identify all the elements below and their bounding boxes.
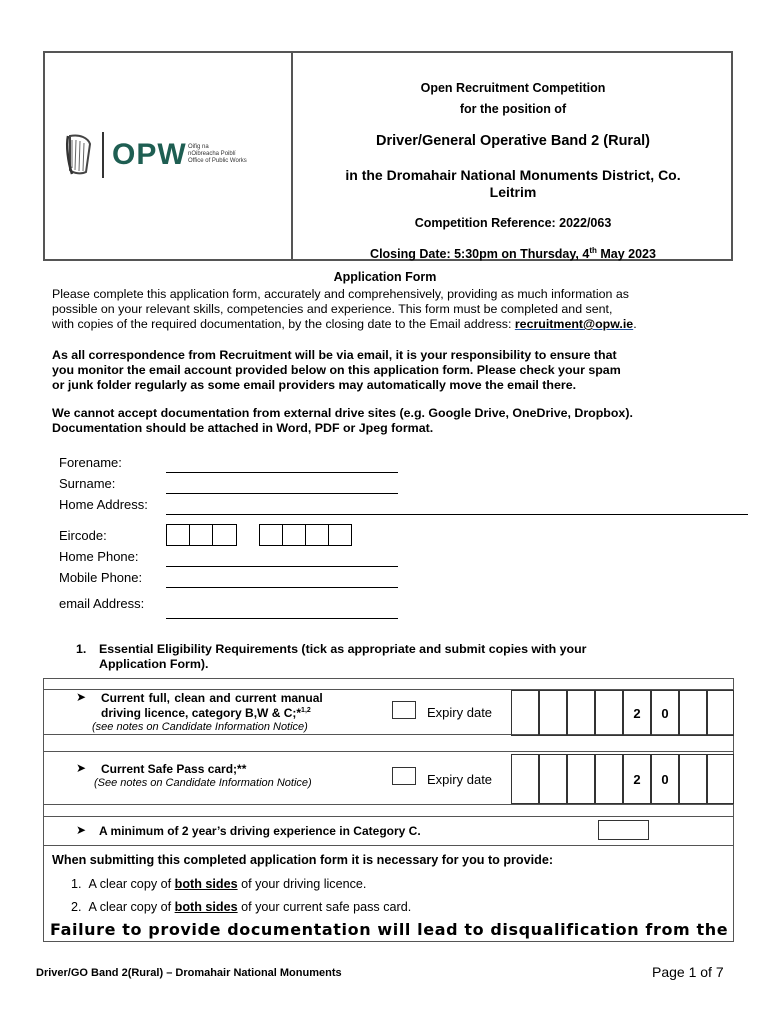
email-label: email Address: <box>59 596 145 611</box>
date-cell[interactable] <box>539 754 567 804</box>
intro-line3: with copies of the required documentation, by the closing date to the Email address: recruitment@opw.ie. <box>52 317 637 331</box>
list-item: 2. A clear copy of both sides of your current safe pass card. <box>71 900 412 914</box>
notice-line2: you monitor the email account provided below on this application form. Please check your spam <box>52 363 621 377</box>
logo-subtitle: Oifig na nOibreacha Poiblí Office of Public Works <box>188 144 247 164</box>
eircode-cell[interactable] <box>328 524 352 546</box>
date-cell-year[interactable]: 0 <box>651 754 679 804</box>
forename-field[interactable] <box>166 472 398 473</box>
surname-field[interactable] <box>166 493 398 494</box>
date-cell-year[interactable]: 2 <box>623 690 651 736</box>
safepass-checkbox[interactable] <box>392 767 416 785</box>
safepass-expiry-label: Expiry date <box>427 772 493 787</box>
licence-requirement-line2: driving licence, category B,W & C;*$^{1,2}$ <box>101 706 311 720</box>
home-address-label: Home Address: <box>59 497 148 512</box>
failure-warning: Failure to provide documentation will lead to disqualification from the <box>50 920 729 939</box>
date-cell[interactable] <box>511 754 539 804</box>
eircode-cell[interactable] <box>305 524 329 546</box>
form-title: Application Form <box>333 270 437 284</box>
location-line2: Leitrim <box>489 184 537 200</box>
licence-expiry-label: Expiry date <box>427 705 493 720</box>
licence-checkbox[interactable] <box>392 701 416 719</box>
docs-line1: We cannot accept documentation from external drive sites (e.g. Google Drive, OneDrive, Dropbox). <box>52 406 633 420</box>
home-address-field[interactable] <box>166 514 748 515</box>
docs-line2: Documentation should be attached in Word, PDF or Jpeg format. <box>52 421 434 435</box>
date-cell[interactable] <box>539 690 567 736</box>
safepass-note: (See notes on Candidate Information Notice) <box>94 777 312 789</box>
notice-line3: or junk folder regularly as some email providers may automatically move the email there. <box>52 378 577 392</box>
date-cell[interactable] <box>567 690 595 736</box>
logo-text: OPW <box>112 138 187 171</box>
submit-heading: When submitting this completed application form it is necessary for you to provide: <box>52 853 554 867</box>
table-divider <box>43 751 734 752</box>
date-cell[interactable] <box>679 754 707 804</box>
date-cell[interactable] <box>511 690 539 736</box>
eircode-cell[interactable] <box>212 524 237 546</box>
date-cell[interactable] <box>595 690 623 736</box>
mobile-phone-label: Mobile Phone: <box>59 570 143 585</box>
date-cell[interactable] <box>595 754 623 804</box>
forename-label: Forename: <box>59 455 122 470</box>
eircode-cell[interactable] <box>282 524 306 546</box>
eircode-cell[interactable] <box>259 524 283 546</box>
home-phone-label: Home Phone: <box>59 549 139 564</box>
date-cell[interactable] <box>679 690 707 736</box>
email-field[interactable] <box>166 618 398 619</box>
date-cell[interactable] <box>707 754 734 804</box>
arrow-icon: ➤ <box>76 690 87 704</box>
section1-title-line2: Application Form). <box>99 657 209 671</box>
date-cell-year[interactable]: 0 <box>651 690 679 736</box>
page-number: Page 1 of 7 <box>652 964 724 980</box>
arrow-icon: ➤ <box>76 823 87 837</box>
eircode-label: Eircode: <box>59 528 107 543</box>
home-phone-field[interactable] <box>166 566 398 567</box>
mobile-phone-field[interactable] <box>166 587 398 588</box>
section1-number: 1. <box>76 642 87 656</box>
licence-note: (see notes on Candidate Information Notice) <box>92 721 308 733</box>
eircode-cell[interactable] <box>189 524 213 546</box>
logo-separator <box>102 132 104 178</box>
email-link[interactable]: recruitment@opw.ie <box>514 317 634 331</box>
position-title: Driver/General Operative Band 2 (Rural) <box>376 133 650 149</box>
opw-logo <box>60 128 280 184</box>
section1-title-line1: Essential Eligibility Requirements (tick as appropriate and submit copies with your <box>99 642 587 656</box>
closing-date: Closing Date: 5:30pm on Thursday, 4th May 2023 <box>370 246 656 262</box>
competition-reference: Competition Reference: 2022/063 <box>414 216 612 230</box>
eircode-cell[interactable] <box>166 524 190 546</box>
list-item: 1. A clear copy of both sides of your driving licence. <box>71 877 367 891</box>
harp-icon <box>64 132 94 178</box>
intro-line1: Please complete this application form, accurately and comprehensively, providing as much information as <box>52 287 629 301</box>
table-divider <box>43 816 734 817</box>
experience-requirement: A minimum of 2 year’s driving experience in Category C. <box>99 824 421 838</box>
licence-requirement-line1: Current full, clean and current manual <box>101 691 323 705</box>
location-line1: in the Dromahair National Monuments District, Co. <box>345 167 681 183</box>
table-divider <box>43 804 734 805</box>
date-cell[interactable] <box>567 754 595 804</box>
table-divider <box>43 845 734 846</box>
date-cell-year[interactable]: 2 <box>623 754 651 804</box>
footer-title: Driver/GO Band 2(Rural) – Dromahair National Monuments <box>36 967 342 979</box>
notice-line1: As all correspondence from Recruitment will be via email, it is your responsibility to ensure that <box>52 348 617 362</box>
experience-checkbox[interactable] <box>598 820 649 840</box>
surname-label: Surname: <box>59 476 116 491</box>
arrow-icon: ➤ <box>76 761 87 775</box>
safepass-requirement: Current Safe Pass card;** <box>101 762 247 776</box>
header-line2: for the position of <box>459 102 567 116</box>
header-line1: Open Recruitment Competition <box>420 81 606 95</box>
date-cell[interactable] <box>707 690 734 736</box>
intro-line2: possible on your relevant skills, competencies and experience. This form must be completed and sent, <box>52 302 613 316</box>
